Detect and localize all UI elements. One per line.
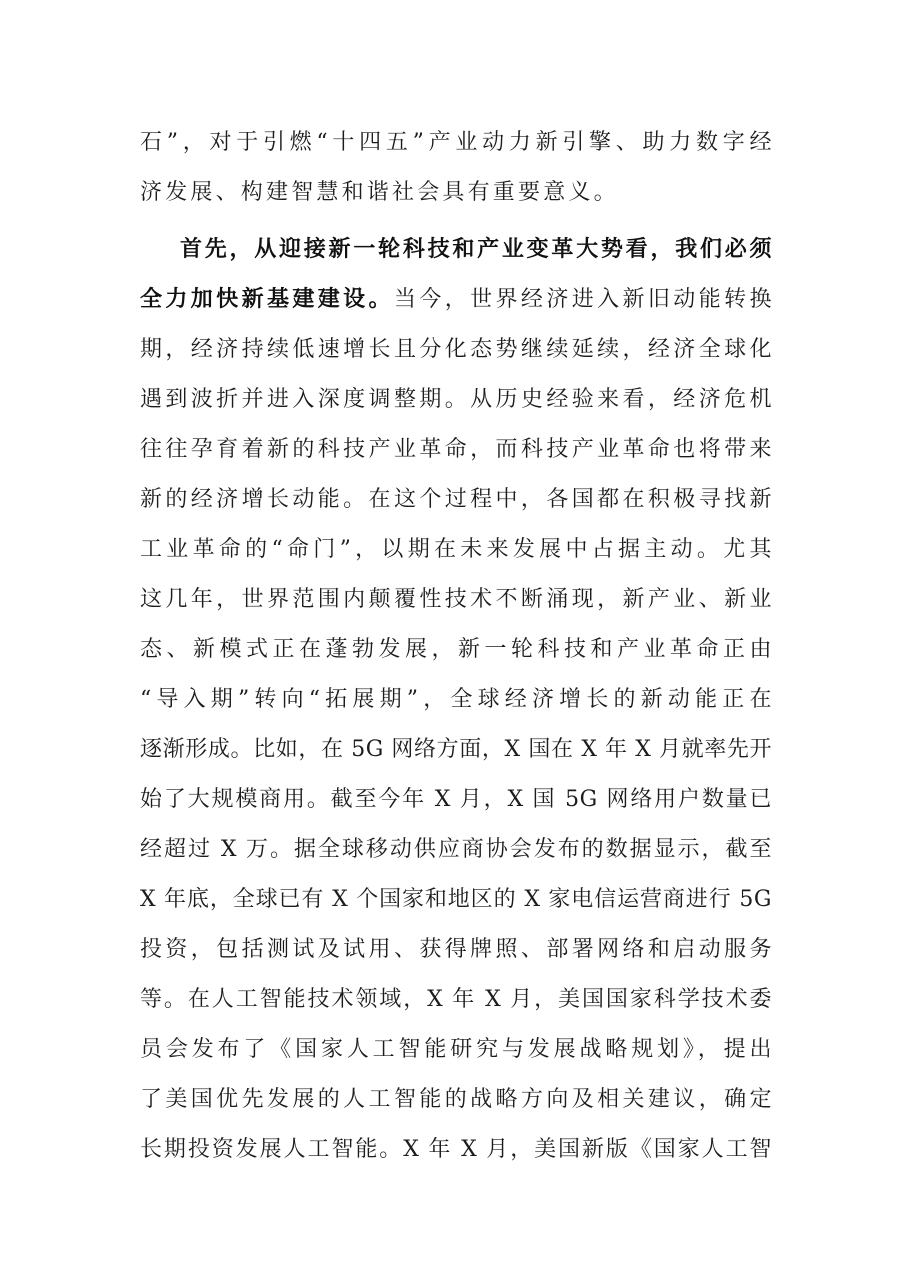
paragraph-1-line-1: 石”，对于引燃“十四五”产业动力新引擎、助力数字经 — [140, 130, 772, 155]
paragraph-2-line-8: 这几年，世界范围内颠覆性技术不断涌现，新产业、新业 — [140, 587, 772, 612]
paragraph-1-line-2: 济发展、构建智慧和谐社会具有重要意义。 — [140, 180, 619, 205]
paragraph-2-line-19: 长期投资发展人工智能。X 年 X 月，美国新版《国家人工智 — [140, 1137, 772, 1162]
paragraph-2-line-6: 新的经济增长动能。在这个过程中，各国都在积极寻找新 — [140, 487, 772, 512]
paragraph-2-line-4: 遇到波折并进入深度调整期。从历史经验来看，经济危机 — [140, 387, 772, 412]
paragraph-2-line-16: 等。在人工智能技术领域，X 年 X 月，美国国家科学技术委 — [140, 987, 772, 1012]
paragraph-2-line-13: 经超过 X 万。据全球移动供应商协会发布的数据显示，截至 — [140, 837, 772, 862]
paragraph-2-line-9: 态、新模式正在蓬勃发展，新一轮科技和产业革命正由 — [140, 637, 772, 662]
paragraph-2-line-11: 逐渐形成。比如，在 5G 网络方面，X 国在 X 年 X 月就率先开 — [140, 737, 772, 762]
paragraph-2-line-3: 期，经济持续低速增长且分化态势继续延续，经济全球化 — [140, 337, 772, 362]
paragraph-2-line-2 — [140, 283, 772, 317]
paragraph-2-line-14: X 年底，全球已有 X 个国家和地区的 X 家电信运营商进行 5G — [140, 887, 772, 912]
paragraph-2-line-7: 工业革命的“命门”，以期在未来发展中占据主动。尤其 — [140, 537, 772, 562]
paragraph-2-line-5: 往往孕育着新的科技产业革命，而科技产业革命也将带来 — [140, 437, 772, 462]
paragraph-2-line-17: 员会发布了《国家人工智能研究与发展战略规划》，提出 — [140, 1037, 772, 1062]
paragraph-2-bold-lead: 首先，从迎接新一轮科技和产业变革大势看，我们必须 — [180, 237, 772, 262]
paragraph-2-line-2-rest: 当今，世界经济进入新旧动能转换 — [393, 287, 772, 312]
paragraph-2-line-12: 始了大规模商用。截至今年 X 月，X 国 5G 网络用户数量已 — [140, 787, 772, 812]
paragraph-2-line-10: “导入期”转向“拓展期”，全球经济增长的新动能正在 — [140, 687, 772, 712]
paragraph-2-line-18: 了美国优先发展的人工智能的战略方向及相关建议，确定 — [140, 1087, 772, 1112]
paragraph-2-line-15: 投资，包括测试及试用、获得牌照、部署网络和启动服务 — [140, 937, 772, 962]
paragraph-2-bold-heading-end: 全力加快新基建建设。 — [140, 287, 394, 312]
